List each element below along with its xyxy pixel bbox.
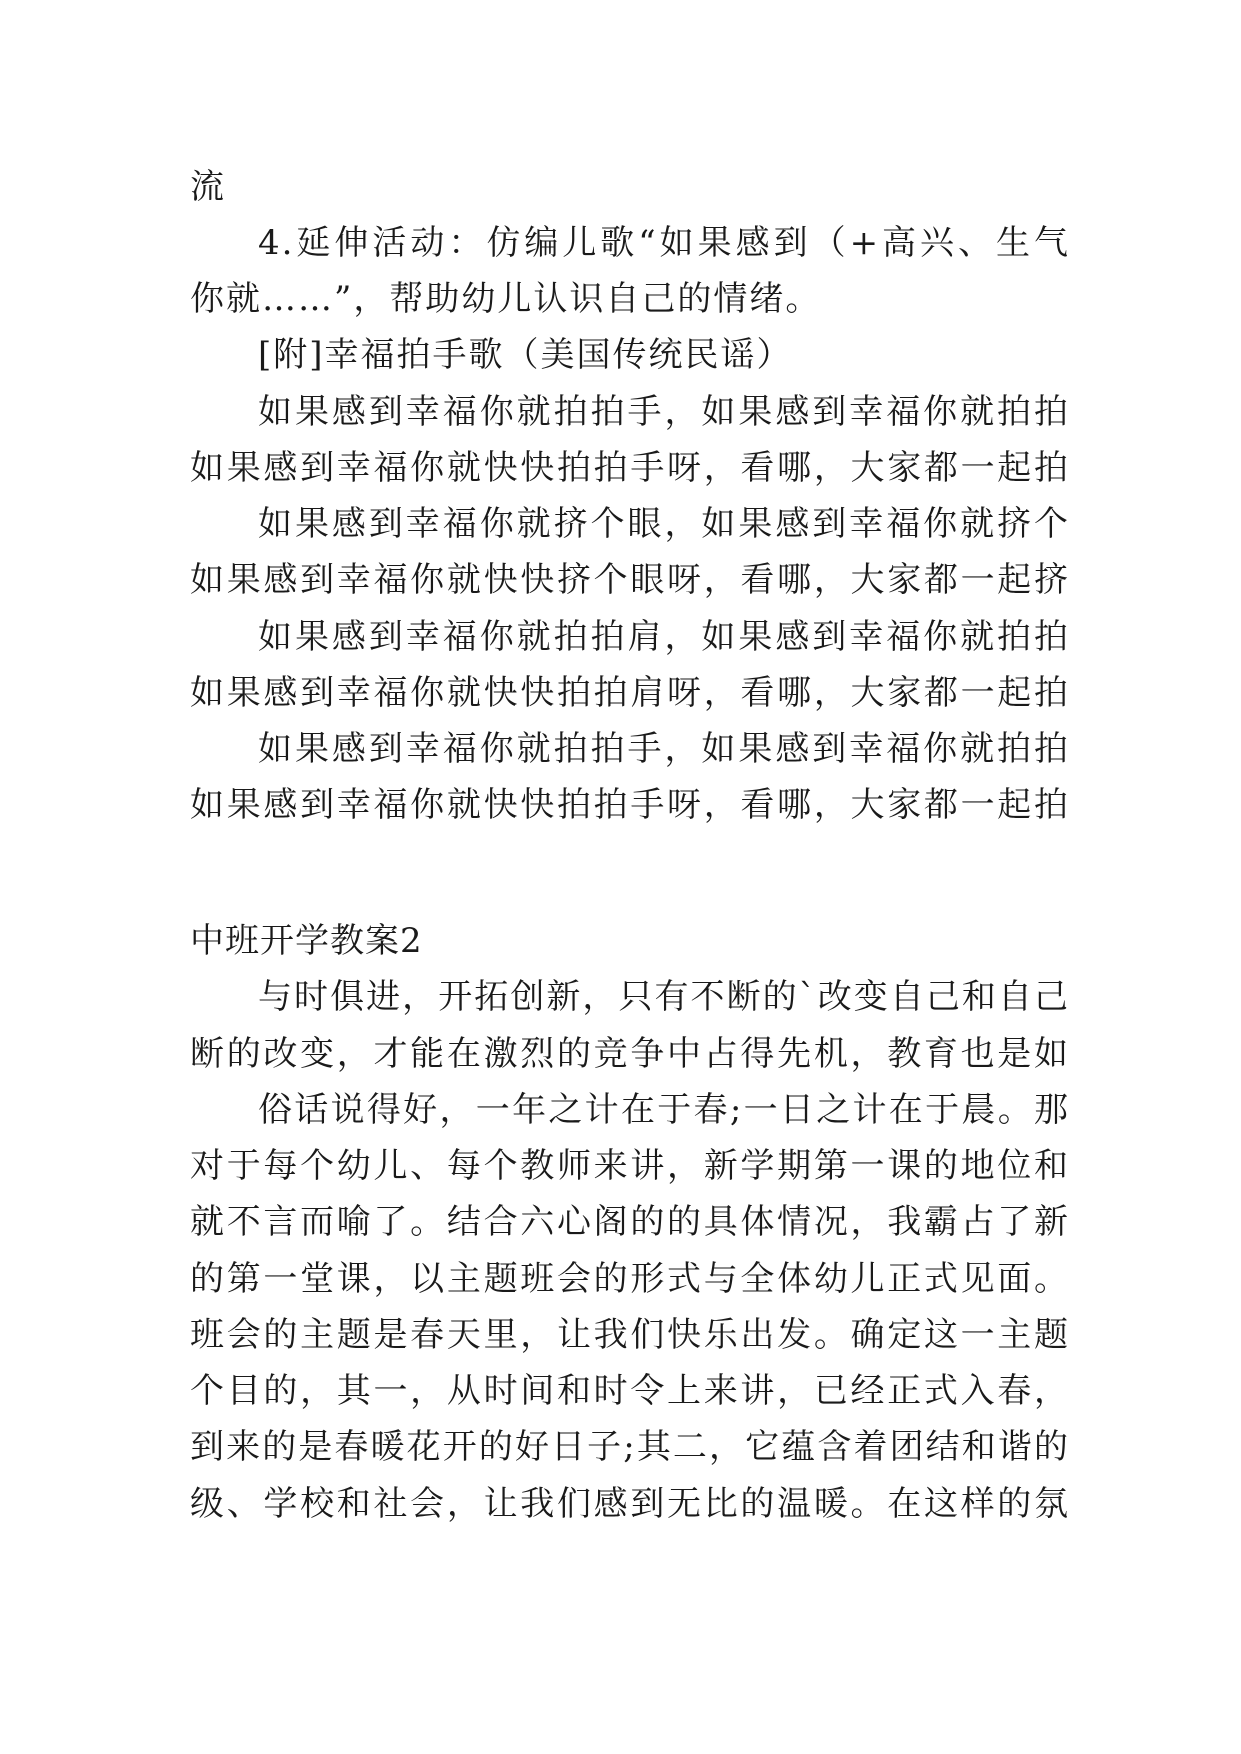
text-line: 如果感到幸福你就快快拍拍肩呀，看哪，大家都一起拍	[190, 673, 1070, 713]
text-line: 级、学校和社会，让我们感到无比的温暖。在这样的氛	[190, 1484, 1070, 1524]
text-line: [附]幸福拍手歌（美国传统民谣）	[258, 335, 793, 375]
text-line: 俗话说得好，一年之计在于春;一日之计在于晨。那	[258, 1090, 1070, 1130]
text-line: 与时俱进，开拓创新，只有不断的`改变自己和自己	[258, 977, 1070, 1017]
text-line: 到来的是春暖花开的好日子;其二，它蕴含着团结和谐的	[190, 1427, 1070, 1467]
text-line: 如果感到幸福你就拍拍手，如果感到幸福你就拍拍	[258, 729, 1070, 769]
text-line: 如果感到幸福你就快快挤个眼呀，看哪，大家都一起挤	[190, 560, 1070, 600]
text-line: 流	[190, 167, 226, 207]
text-line: 班会的主题是春天里，让我们快乐出发。确定这一主题	[190, 1315, 1070, 1355]
text-line: 你就……”，帮助幼儿认识自己的情绪。	[190, 279, 822, 319]
text-line: 对于每个幼儿、每个教师来讲，新学期第一课的地位和	[190, 1146, 1070, 1186]
text-line: 如果感到幸福你就挤个眼，如果感到幸福你就挤个	[258, 504, 1070, 544]
section-heading: 中班开学教案2	[190, 921, 423, 961]
text-line: 如果感到幸福你就拍拍手，如果感到幸福你就拍拍	[258, 392, 1070, 432]
text-line: 的第一堂课，以主题班会的形式与全体幼儿正式见面。	[190, 1259, 1070, 1299]
text-line: 如果感到幸福你就快快拍拍手呀，看哪，大家都一起拍	[190, 448, 1070, 488]
text-line: 断的改变，才能在激烈的竞争中占得先机，教育也是如	[190, 1034, 1070, 1074]
text-line: 如果感到幸福你就拍拍肩，如果感到幸福你就拍拍	[258, 617, 1070, 657]
text-line: 4.延伸活动：仿编儿歌“如果感到（+高兴、生气	[258, 223, 1070, 263]
text-line: 个目的，其一，从时间和时令上来讲，已经正式入春，	[190, 1371, 1070, 1411]
text-line: 就不言而喻了。结合六心阁的的具体情况，我霸占了新	[190, 1202, 1070, 1242]
text-line: 如果感到幸福你就快快拍拍手呀，看哪，大家都一起拍	[190, 785, 1070, 825]
